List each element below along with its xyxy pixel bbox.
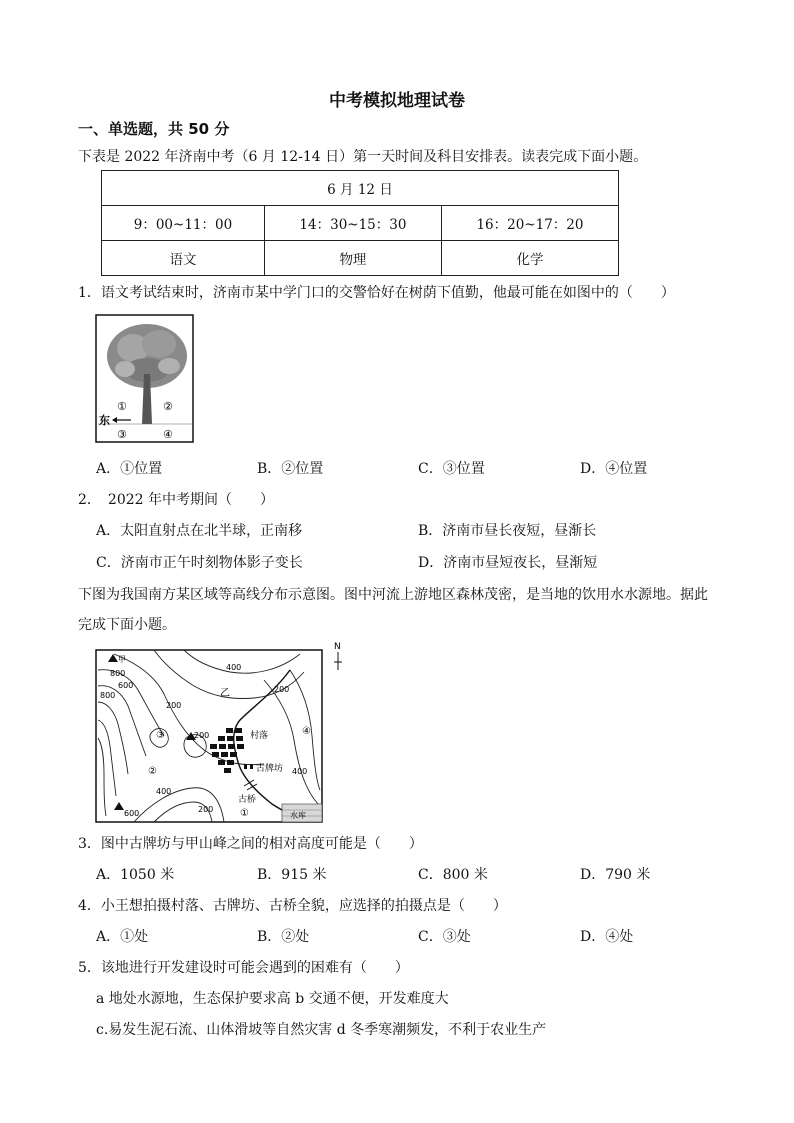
contour-map xyxy=(94,640,354,825)
contour-label: 400 xyxy=(226,663,242,672)
question-1-stem: 1．语文考试结束时，济南市某中学门口的交警恰好在树荫下值勤，他最可能在如图中的（ ） xyxy=(78,285,675,301)
intro-paragraph-1: 下表是 2022 年济南中考（6 月 12-14 日）第一天时间及科目安排表。读表完成下面小题。 xyxy=(78,149,648,165)
q4-option-a[interactable]: A．①处 xyxy=(96,929,149,945)
q4-option-c[interactable]: C．③处 xyxy=(418,929,471,945)
contour-label: 600 xyxy=(124,809,140,818)
schedule-table xyxy=(101,170,619,276)
contour-label: 800 xyxy=(110,669,126,678)
reservoir-label: 水库 xyxy=(290,811,306,820)
position-4-label: ④ xyxy=(163,428,173,441)
village-label: 村落 xyxy=(250,731,269,741)
table-date-cell: 6 月 12 日 xyxy=(102,171,619,206)
q3-option-d[interactable]: D．790 米 xyxy=(580,867,651,883)
position-3-label: ③ xyxy=(117,428,127,441)
q1-option-a[interactable]: A．①位置 xyxy=(96,461,163,477)
page-title: 中考模拟地理试卷 xyxy=(329,91,465,111)
table-row xyxy=(102,241,619,276)
contour-label: 600 xyxy=(118,681,134,690)
tree-shadow-figure xyxy=(95,314,195,444)
q1-option-d[interactable]: D．④位置 xyxy=(580,461,648,477)
point-4-label: ④ xyxy=(302,726,311,737)
north-label: N xyxy=(334,642,341,652)
q1-option-c[interactable]: C．③位置 xyxy=(418,461,485,477)
q2-option-a[interactable]: A．太阳直射点在北半球，正南移 xyxy=(96,523,303,539)
q3-option-b[interactable]: B．915 米 xyxy=(257,867,327,883)
question-2-stem: 2． 2022 年中考期间（ ） xyxy=(78,492,274,508)
table-cell: 16：20~17：20 xyxy=(441,206,618,241)
q3-option-a[interactable]: A．1050 米 xyxy=(96,867,175,883)
section-heading: 一、单选题，共 50 分 xyxy=(78,120,230,138)
east-label: 东 xyxy=(99,414,110,427)
point-2-label: ② xyxy=(148,766,157,777)
table-cell: 14：30~15：30 xyxy=(264,206,441,241)
q4-option-d[interactable]: D．④处 xyxy=(580,929,634,945)
q4-option-b[interactable]: B．②处 xyxy=(257,929,310,945)
q2-option-d[interactable]: D．济南市昼短夜长，昼渐短 xyxy=(418,555,598,571)
question-4-stem: 4．小王想拍摄村落、古牌坊、古桥全貌，应选择的拍摄点是（ ） xyxy=(78,898,507,914)
table-row xyxy=(102,206,619,241)
q2-option-b[interactable]: B．济南市昼长夜短，昼渐长 xyxy=(418,523,597,539)
north-arrow-icon xyxy=(334,652,342,670)
q5-statement-line-1: a 地处水源地，生态保护要求高 b 交通不便，开发难度大 xyxy=(96,991,449,1007)
point-3-label: ③ xyxy=(156,730,165,741)
table-cell: 9：00~11：00 xyxy=(102,206,265,241)
table-cell: 化学 xyxy=(441,241,618,276)
q3-option-c[interactable]: C．800 米 xyxy=(418,867,488,883)
contour-label: 400 xyxy=(156,787,172,796)
q2-option-c[interactable]: C．济南市正午时刻物体影子变长 xyxy=(96,555,303,571)
table-cell: 物理 xyxy=(264,241,441,276)
contour-label: 200 xyxy=(274,685,290,694)
contour-label: 200 xyxy=(198,805,214,814)
position-1-label: ① xyxy=(117,400,127,413)
point-1-label: ① xyxy=(240,808,249,819)
position-2-label: ② xyxy=(163,400,173,413)
bridge-label: 古桥 xyxy=(238,795,257,805)
contour-label: 200 xyxy=(166,701,182,710)
q5-statement-line-2: c.易发生泥石流、山体滑坡等自然灾害 d 冬季寒潮频发，不利于农业生产 xyxy=(96,1022,547,1038)
question-5-stem: 5．该地进行开发建设时可能会遇到的困难有（ ） xyxy=(78,960,409,976)
contour-label: 400 xyxy=(292,767,308,776)
peak-jia-label: 甲 xyxy=(118,655,126,664)
contour-label: 200 xyxy=(194,731,210,740)
yi-label: 乙 xyxy=(220,688,230,699)
paifang-label: 古牌坊 xyxy=(256,764,284,774)
table-cell: 语文 xyxy=(102,241,265,276)
q1-option-b[interactable]: B．②位置 xyxy=(257,461,324,477)
question-3-stem: 3．图中古牌坊与甲山峰之间的相对高度可能是（ ） xyxy=(78,836,423,852)
intro-paragraph-2-line-2: 完成下面小题。 xyxy=(78,617,176,633)
contour-label: 800 xyxy=(100,691,116,700)
intro-paragraph-2-line-1: 下图为我国南方某区域等高线分布示意图。图中河流上游地区森林茂密，是当地的饮用水水源地。据此 xyxy=(78,587,708,603)
